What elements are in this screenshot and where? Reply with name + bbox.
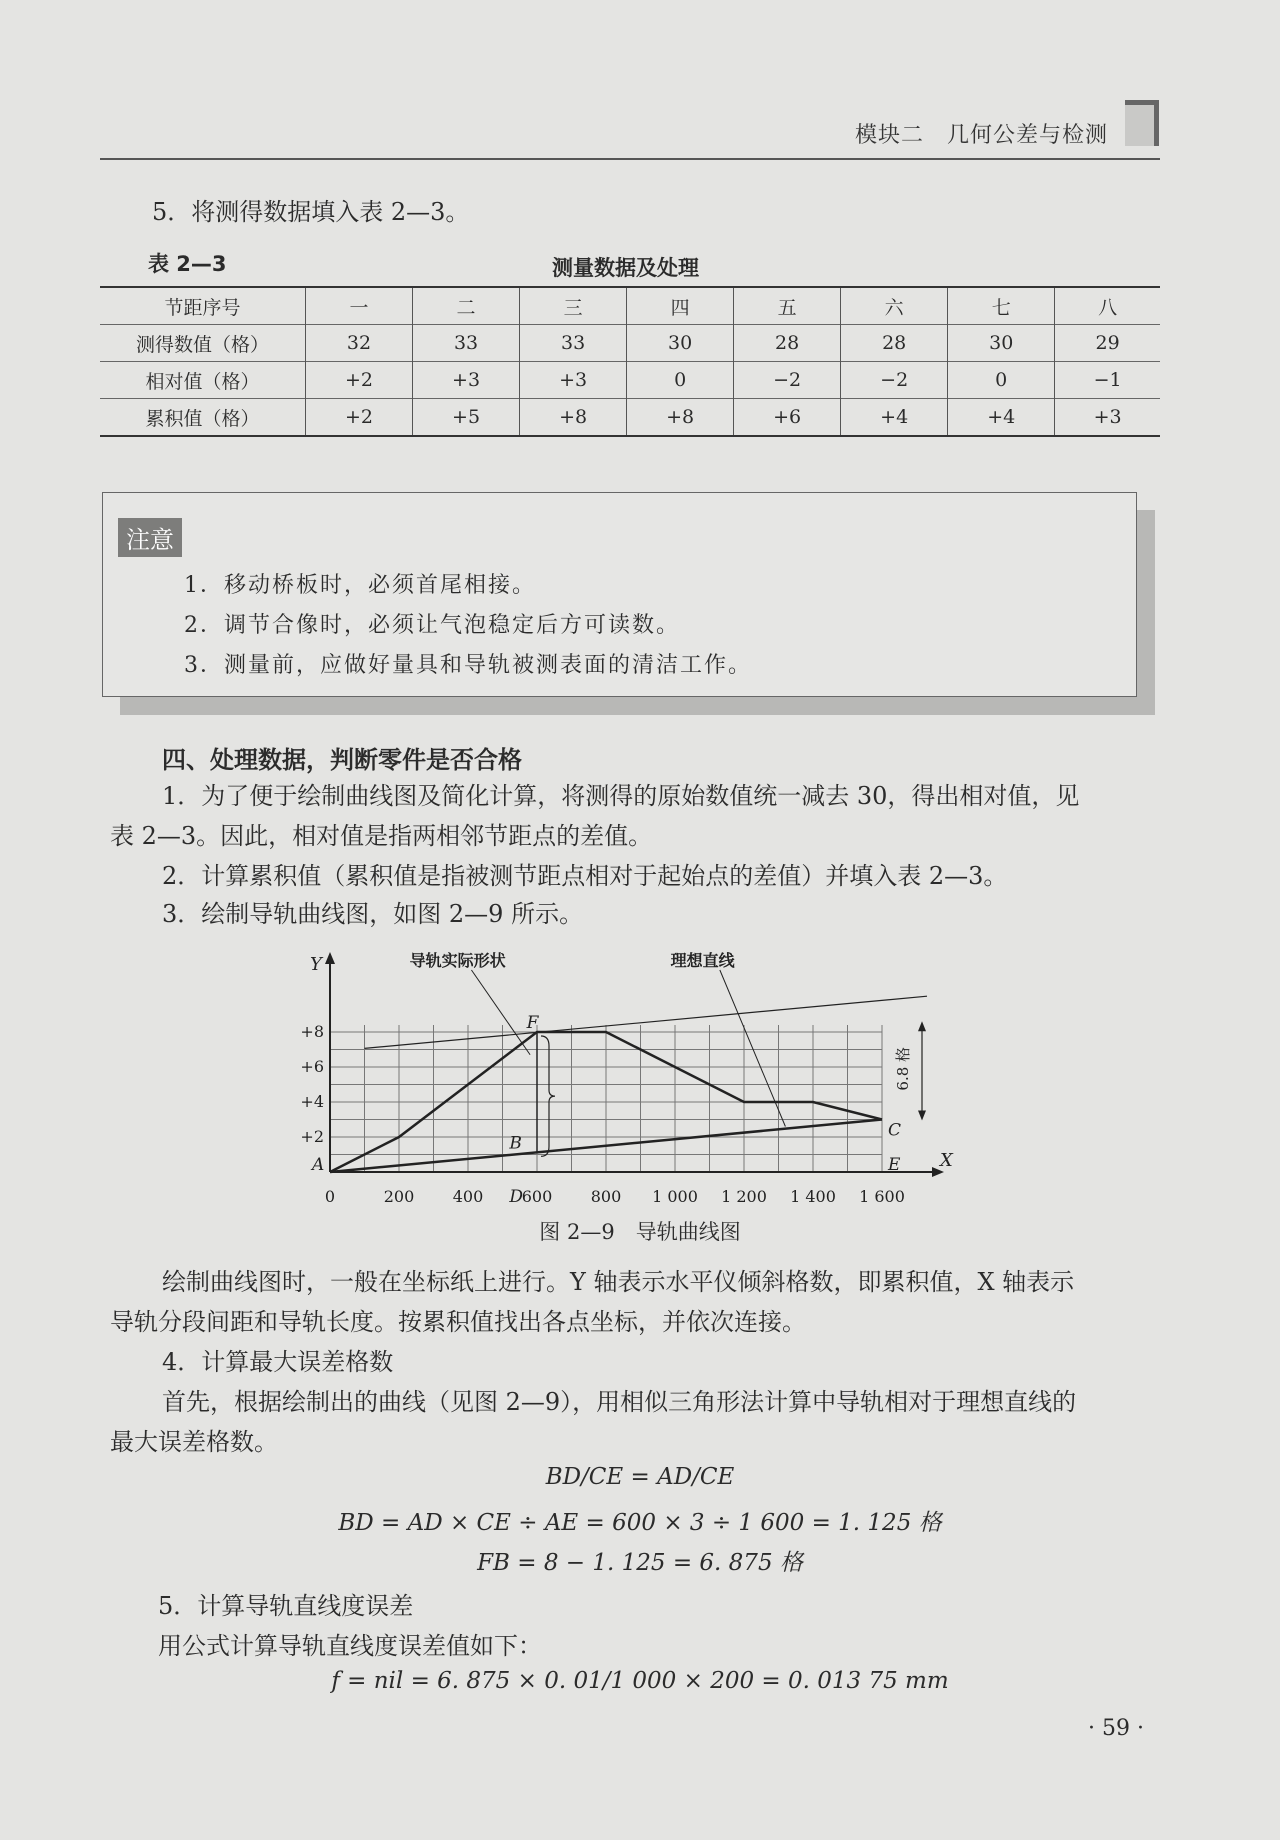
fb-brace [541,1036,555,1156]
x-tick-label: 600 [521,1187,553,1206]
table-title: 测量数据及处理 [552,256,699,280]
table-cell: 28 [734,325,841,362]
table-cell: 相对值（格） [145,370,260,393]
note-item: 2．调节合像时，必须让气泡稳定后方可读数。 [184,613,680,638]
dimension-arrow [918,1021,926,1031]
formula: BD/CE = AD/CE [545,1464,735,1490]
table-header-cell: 七 [948,287,1055,325]
formula: FB = 8 − 1. 125 = 6. 875 格 [477,1550,803,1576]
point-label: E [888,1155,901,1175]
table-cell: +2 [306,399,413,437]
table-header-row [100,287,1160,325]
table-cell: 32 [306,325,413,362]
point-label: B [509,1133,522,1154]
header-rule [100,158,1160,160]
running-header: 模块二 几何公差与检测 [855,123,1109,148]
paragraph: 2．计算累积值（累积值是指被测节距点相对于起始点的差值）并填入表 2—3。 [162,862,1008,890]
table-cell: 29 [1055,325,1160,362]
x-tick-label: 0 [324,1187,336,1206]
table-header-cell: 八 [1055,287,1160,325]
leader-line [471,970,530,1055]
table-cell: 累积值（格） [145,407,260,430]
table-cell: +3 [1055,399,1160,437]
table-cell: 30 [948,325,1055,362]
paragraph: 3．绘制导轨曲线图，如图 2—9 所示。 [162,900,584,928]
table-cell: +2 [306,362,413,399]
dimension-arrow [918,1111,926,1121]
point-label: F [526,1013,539,1033]
table-header-cell: 节距序号 [164,296,241,319]
paragraph: 4．计算最大误差格数 [162,1348,394,1376]
table-cell: −2 [841,362,948,399]
x-tick-label: 1 400 [790,1187,836,1206]
y-tick-label: +6 [300,1057,324,1076]
paragraph: 1．为了便于绘制曲线图及简化计算，将测得的原始数值统一减去 30，得出相对值，见 [162,782,1080,810]
table-cell: −2 [734,362,841,399]
table-cell: +6 [734,399,841,437]
table-header-cell: 一 [306,287,413,325]
note-item: 3．测量前，应做好量具和导轨被测表面的清洁工作。 [184,653,752,678]
table-header-cell: 六 [841,287,948,325]
table-cell: 30 [627,325,734,362]
table-cell: +3 [520,362,627,399]
corner-mark [1125,100,1159,146]
x-tick-label: 800 [590,1187,622,1206]
table-row [100,325,1160,362]
legend-ideal: 理想直线 [670,951,735,970]
table-header-cell: 三 [520,287,627,325]
table-row [100,399,1160,437]
chart-labels [310,951,954,1207]
note-label: 注意 [118,518,182,557]
formula: BD = AD × CE ÷ AE = 600 × 3 ÷ 1 600 = 1. 125 格 [338,1510,942,1536]
y-tick-label: +4 [300,1092,324,1111]
table-cell: 测得数值（格） [135,333,269,356]
point-label: A [312,1155,325,1175]
note-item: 1．移动桥板时，必须首尾相接。 [184,573,536,598]
chart-grid [330,1025,882,1172]
point-label: C [888,1120,902,1141]
paragraph: 表 2—3。因此，相对值是指两相邻节距点的差值。 [110,822,653,850]
table-cell: 0 [948,362,1055,399]
table-cell: +8 [627,399,734,437]
guide-rail-chart [290,950,990,1250]
paragraph: 最大误差格数。 [110,1428,278,1456]
parallel-line [365,996,928,1048]
x-tick-label: 1 200 [721,1187,767,1206]
table-header-cell: 二 [413,287,520,325]
x-axis-label: X [940,1150,953,1171]
y-axis-arrow [325,952,335,964]
paragraph: 用公式计算导轨直线度误差值如下： [158,1632,542,1660]
y-tick-label: +2 [300,1127,324,1146]
x-tick-label: 1 600 [859,1187,905,1206]
point-label: D [509,1187,524,1207]
formula: f = nil = 6. 875 × 0. 01/1 000 × 200 = 0. 013 75 mm [331,1668,949,1694]
table-cell: +4 [841,399,948,437]
chart-series [330,970,927,1172]
table-cell: +3 [413,362,520,399]
y-axis-label: Y [310,954,322,975]
table-cell: 0 [627,362,734,399]
paragraph: 绘制曲线图时，一般在坐标纸上进行。Y 轴表示水平仪倾斜格数，即累积值，X 轴表示 [162,1268,1075,1296]
paragraph: 5．计算导轨直线度误差 [158,1592,414,1620]
step-5-text: 5．将测得数据填入表 2—3。 [152,198,470,226]
x-tick-label: 200 [383,1187,415,1206]
x-tick-label: 1 000 [652,1187,698,1206]
page-number: · 59 · [1088,1716,1144,1741]
table-cell: 33 [520,325,627,362]
table-cell: 33 [413,325,520,362]
table-header-cell: 四 [627,287,734,325]
table-cell: +8 [520,399,627,437]
y-tick-label: +8 [300,1022,324,1041]
table-cell: +4 [948,399,1055,437]
section-heading: 四、处理数据，判断零件是否合格 [162,746,522,774]
paragraph: 导轨分段间距和导轨长度。按累积值找出各点坐标，并依次连接。 [110,1308,806,1336]
table-number: 表 2—3 [148,252,227,276]
legend-actual: 导轨实际形状 [409,951,506,970]
table-row [100,362,1160,399]
x-tick-label: 400 [452,1187,484,1206]
table-cell: 28 [841,325,948,362]
paragraph: 首先，根据绘制出的曲线（见图 2—9），用相似三角形法计算中导轨相对于理想直线的 [162,1388,1077,1416]
dimension-label: 6.8 格 [894,1046,912,1091]
table-header-cell: 五 [734,287,841,325]
table-cell: +5 [413,399,520,437]
figure-caption: 图 2—9 导轨曲线图 [539,1220,741,1244]
measurement-table [100,286,1160,437]
table-cell: −1 [1055,362,1160,399]
